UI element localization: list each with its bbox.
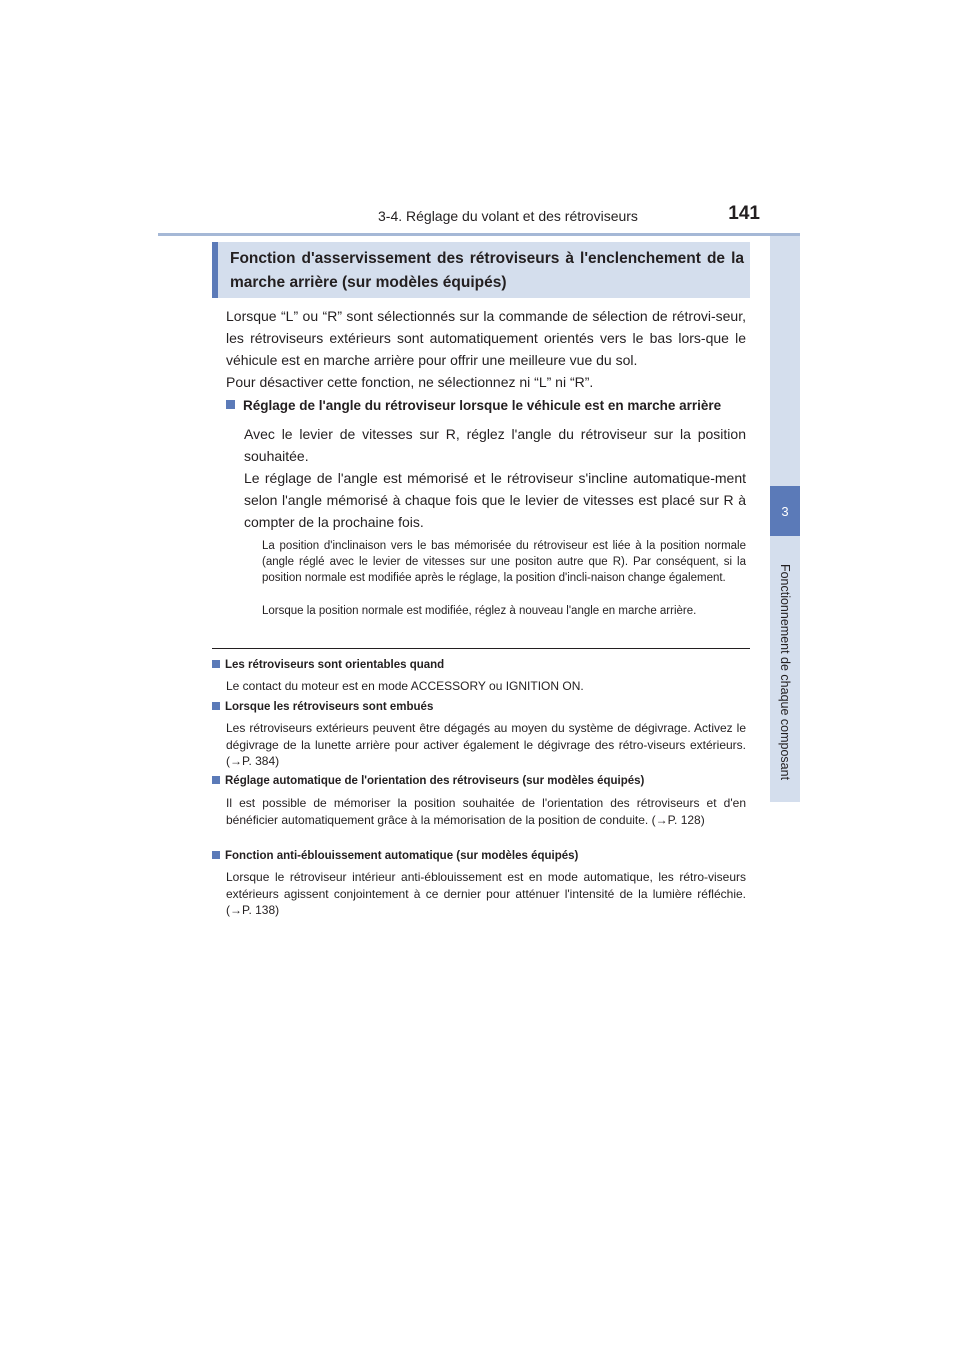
chapter-number-box [770,486,800,536]
note-title: Lorsque les rétroviseurs sont embués [225,701,434,713]
note-heading [212,775,644,787]
note-heading [212,850,578,862]
subsection-title: Réglage de l'angle du rétroviseur lorsque le véhicule est en marche arrière [243,398,722,413]
intro-paragraph: Lorsque “L” ou “R” sont sélectionnés sur la commande de sélection de rétrovi-seur, les rétroviseurs extérieurs sont automatiquement orientés vers le bas lors-que le véhicule est en marche arrière pour offrir une meilleure vue du sol. [226,308,746,368]
section-title-box [212,242,750,298]
note-body: Lorsque le rétroviseur intérieur anti-éblouissement est en mode automatique, les rétro-viseurs extérieurs agissent conjointement à ce dernier pour atténuer l'intensité de la lumière réfléchie. (→P. 138) [226,870,746,917]
note-body: Les rétroviseurs extérieurs peuvent être dégagés au moyen du système de dégivrage. Activez le dégivrage de la lunette arrière pour activer également le dégivrage des rétro-viseurs extérieurs. (→P. 384) [226,721,746,768]
subsection-note: La position d'inclinaison vers le bas mémorisée du rétroviseur est liée à la position normale (angle réglé avec le levier de vitesses sur une positon autre que R). Par conséquent, si la position normale est modifiée après le réglage, la position d'incli-naison change également. [262,540,746,585]
note-body: Le contact du moteur est en mode ACCESSORY ou IGNITION ON. [226,679,584,693]
header-rule [158,233,800,236]
square-bullet-icon [226,400,235,409]
note-title: Réglage automatique de l'orientation des rétroviseurs (sur modèles équipés) [225,775,645,787]
chapter-label: Fonctionnement de chaque composant [778,563,792,781]
page-header [158,196,800,230]
note-heading [212,701,433,713]
page-number: 141 [728,203,760,224]
subsection-paragraph: Le réglage de l'angle est mémorisé et le rétroviseur s'incline automatique-ment selon l'angle mémorisé à chaque fois que le levier de vitesses est placé sur R à compter de la prochaine fois. [244,470,746,530]
note-title: Les rétroviseurs sont orientables quand [225,659,445,671]
section-title: Fonction d'asservissement des rétroviseurs à l'enclenchement de la marche arrière (sur modèles équipés) [230,250,744,291]
square-bullet-icon [212,851,220,859]
square-bullet-icon [212,660,220,668]
note-heading [212,659,444,671]
subsection-paragraph: Avec le levier de vitesses sur R, réglez l'angle du rétroviseur sur la position souhaitée. [244,426,746,464]
subsection-note: Lorsque la position normale est modifiée, réglez à nouveau l'angle en marche arrière. [262,605,697,617]
intro-paragraph-disable: Pour désactiver cette fonction, ne sélectionnez ni “L” ni “R”. [226,374,594,390]
section-divider [212,648,750,649]
chapter-number: 3 [781,503,789,519]
square-bullet-icon [212,776,220,784]
chapter-side-label [770,547,800,797]
note-title: Fonction anti-éblouissement automatique (sur modèles équipés) [225,850,579,862]
chapter-heading: 3-4. Réglage du volant et des rétroviseurs [378,208,638,224]
subsection-heading [226,398,721,413]
note-body: Il est possible de mémoriser la position souhaitée de l'orientation des rétroviseurs et d'en bénéficier automatiquement grâce à la mémorisation de la position de conduite. (→P. 128) [226,796,746,827]
square-bullet-icon [212,702,220,710]
